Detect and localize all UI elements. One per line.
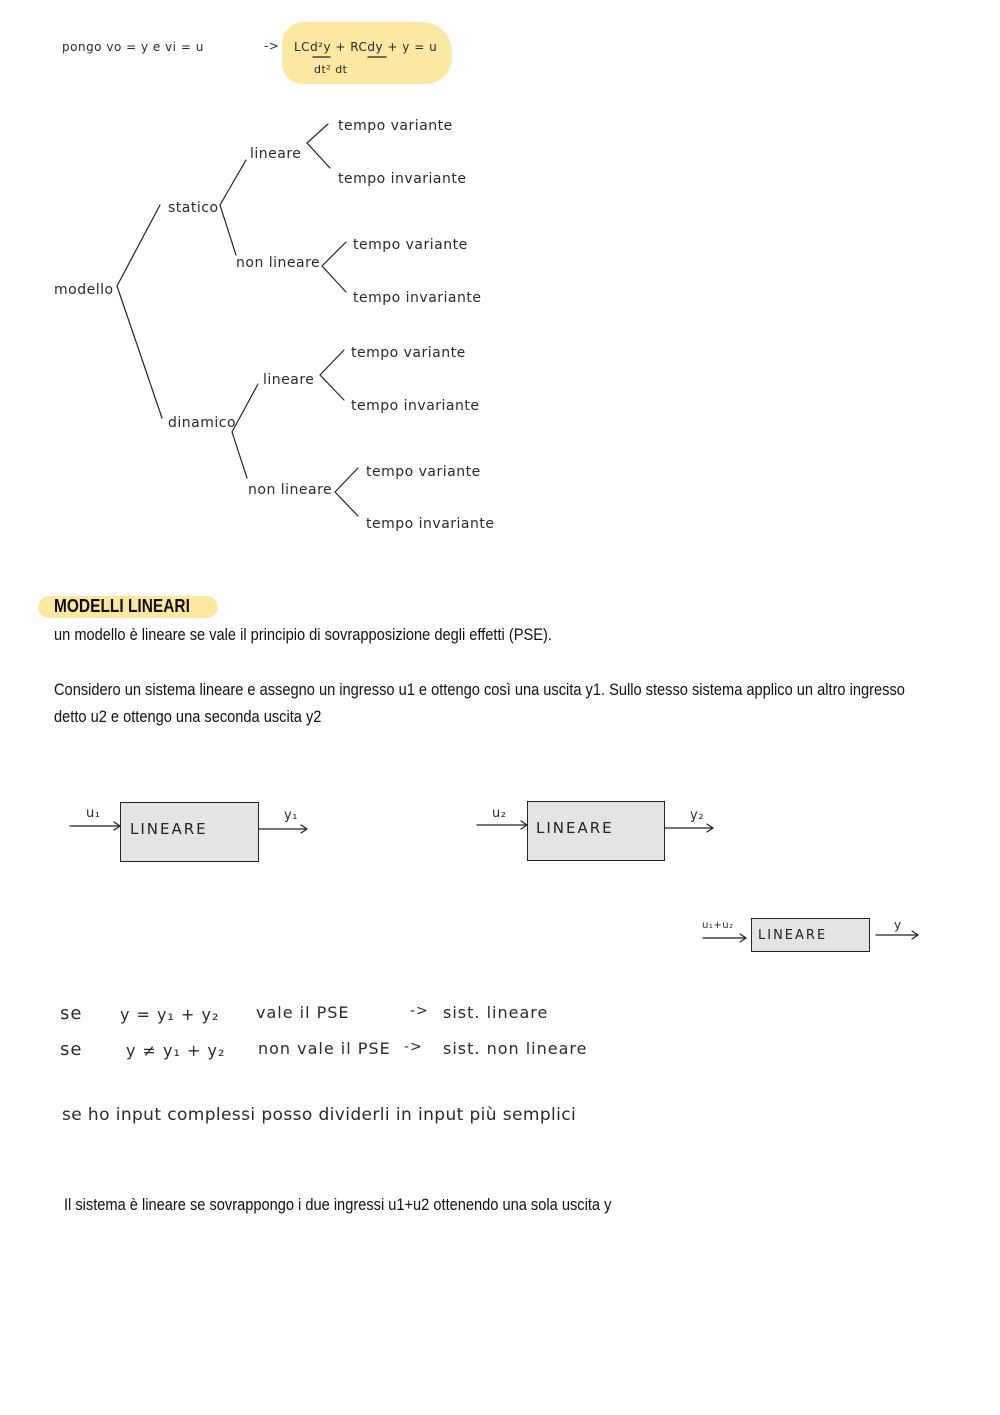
- static-linear-leaf-invariant: tempo invariante: [338, 171, 467, 187]
- dynamic-nonlinear-leaf-variant: tempo variante: [366, 464, 481, 480]
- output-y1-label: y₁: [284, 808, 298, 823]
- dynamic-linear-leaf-invariant: tempo invariante: [351, 398, 480, 414]
- implies-arrow: ->: [264, 39, 280, 53]
- static-nonlinear-leaf-variant: tempo variante: [353, 237, 468, 253]
- static-linear-label: lineare: [250, 146, 302, 162]
- conclusion-text: Il sistema è lineare se sovrappongo i due ingressi u1+u2 ottenendo una sola uscita y: [64, 1195, 612, 1214]
- rule1-result: sist. lineare: [443, 1003, 549, 1022]
- input-u2-label: u₂: [492, 806, 507, 821]
- rule2-text: non vale il PSE: [258, 1039, 391, 1058]
- linear-block-1-label: LINEARE: [130, 820, 208, 838]
- rule2-arrow: ->: [404, 1039, 423, 1055]
- static-label: statico: [168, 200, 219, 216]
- rule2-condition: y ≠ y₁ + y₂: [126, 1041, 226, 1060]
- equation-denominators: dt² dt: [314, 63, 348, 76]
- linear-block-2-label: LINEARE: [536, 819, 614, 837]
- dynamic-nonlinear-label: non lineare: [248, 482, 333, 498]
- dynamic-linear-leaf-variant: tempo variante: [351, 345, 466, 361]
- section-heading: MODELLI LINEARI: [54, 596, 190, 616]
- static-linear-leaf-variant: tempo variante: [338, 118, 453, 134]
- output-y2-label: y₂: [690, 808, 704, 823]
- rule1-text: vale il PSE: [256, 1003, 350, 1022]
- dynamic-linear-label: lineare: [263, 372, 315, 388]
- rule1-condition: y = y₁ + y₂: [120, 1005, 220, 1024]
- tree-root-label: modello: [54, 282, 114, 298]
- equation-numerators: LCd²y + RCdy + y = u: [294, 40, 438, 54]
- output-y-label: y: [894, 918, 902, 932]
- rule2-result: sist. non lineare: [443, 1039, 588, 1058]
- paragraph-line-1: Considero un sistema lineare e assegno un ingresso u1 e ottengo così una uscita y1. Sullo stesso sistema applico un altro ingresso: [54, 680, 905, 699]
- static-nonlinear-leaf-invariant: tempo invariante: [353, 290, 482, 306]
- decomposition-note: se ho input complessi posso dividerli in input più semplici: [62, 1105, 577, 1125]
- substitution-note: pongo vo = y e vi = u: [62, 40, 204, 54]
- input-u1-label: u₁: [86, 806, 101, 821]
- linear-block-3-label: LINEARE: [758, 928, 828, 943]
- rule1-arrow: ->: [410, 1003, 429, 1019]
- dynamic-label: dinamico: [168, 415, 237, 431]
- static-nonlinear-label: non lineare: [236, 255, 321, 271]
- dynamic-nonlinear-leaf-invariant: tempo invariante: [366, 516, 495, 532]
- paragraph-line-2: detto u2 e ottengo una seconda uscita y2: [54, 707, 322, 726]
- pse-definition: un modello è lineare se vale il principio di sovrapposizione degli effetti (PSE).: [54, 625, 552, 644]
- rule2-se: se: [60, 1039, 83, 1060]
- input-sum-label: u₁+u₂: [702, 920, 734, 931]
- rule1-se: se: [60, 1003, 83, 1024]
